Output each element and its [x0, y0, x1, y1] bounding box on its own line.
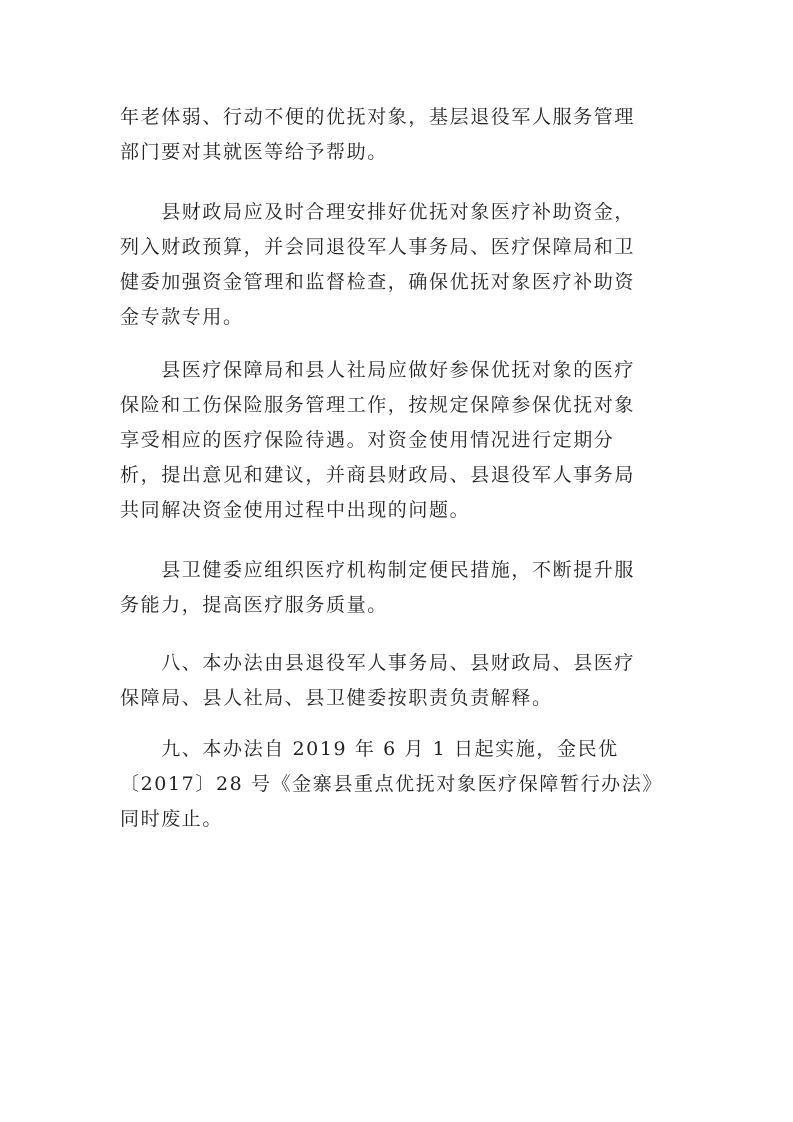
text-line: 八、本办法由县退役军人事务局、县财政局、县医疗 — [120, 652, 636, 674]
text-line: 保障局、县人社局、县卫健委按职责负责解释。 — [120, 687, 553, 709]
text-line: 年老体弱、行动不便的优抚对象，基层退役军人服务管理 — [120, 106, 636, 128]
text-line: 九、本办法自 2019 年 6 月 1 日起实施，金民优 — [120, 738, 619, 760]
text-line: 保险和工伤保险服务管理工作，按规定保障参保优抚对象 — [120, 394, 636, 416]
text-line: 金专款专用。 — [120, 306, 244, 328]
text-line: 县财政局应及时合理安排好优抚对象医疗补助资金， — [120, 201, 636, 223]
text-line: 健委加强资金管理和监督检查，确保优抚对象医疗补助资 — [120, 271, 636, 293]
text-line: 务能力，提高医疗服务质量。 — [120, 594, 388, 616]
text-line: 同时废止。 — [120, 808, 224, 830]
text-line: 县医疗保障局和县人社局应做好参保优抚对象的医疗 — [120, 359, 636, 381]
text-line: 列入财政预算，并会同退役军人事务局、医疗保障局和卫 — [120, 236, 636, 258]
paragraph-finance-bureau — [120, 195, 680, 335]
text-line: 部门要对其就医等给予帮助。 — [120, 141, 388, 163]
text-line: 共同解决资金使用过程中出现的问题。 — [120, 499, 471, 521]
paragraph-article-eight — [120, 646, 680, 716]
paragraph-health-commission — [120, 553, 680, 623]
text-line: 析，提出意见和建议，并商县财政局、县退役军人事务局 — [120, 464, 636, 486]
paragraph-medical-security-bureau — [120, 353, 680, 528]
text-line: 县卫健委应组织医疗机构制定便民措施，不断提升服 — [120, 559, 636, 581]
text-line: 享受相应的医疗保险待遇。对资金使用情况进行定期分 — [120, 429, 615, 451]
text-line: 〔2017〕28 号《金寨县重点优抚对象医疗保障暂行办法》 — [120, 773, 663, 795]
paragraph-elderly-assistance — [120, 100, 680, 170]
paragraph-article-nine — [120, 732, 680, 837]
